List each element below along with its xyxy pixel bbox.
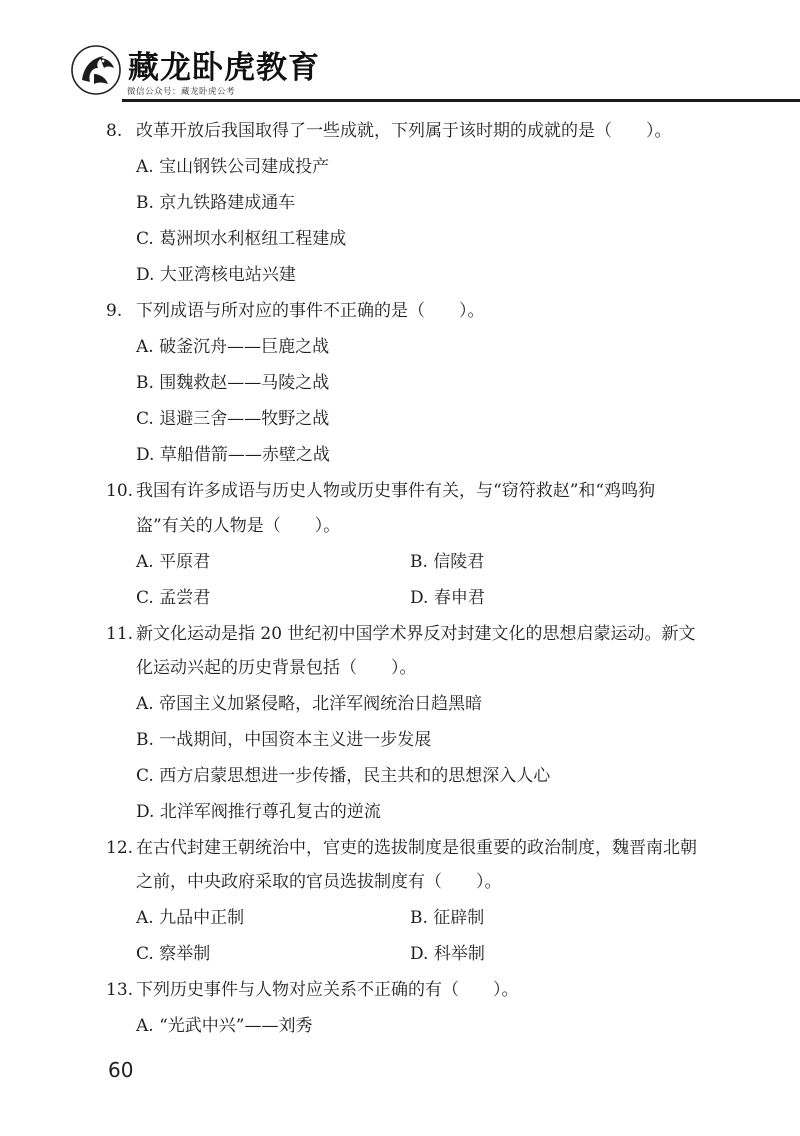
question-stem: 盗”有关的人物是（ ）。 (136, 516, 341, 536)
question-number: 9. (106, 301, 123, 321)
question-option: D. 草船借箭——赤壁之战 (136, 445, 330, 465)
brand-subtitle: 微信公众号：藏龙卧虎公考 (127, 87, 236, 97)
question-option: A. 九品中正制 (136, 908, 245, 928)
question-option: D. 科举制 (410, 944, 485, 964)
question-option: B. 一战期间，中国资本主义进一步发展 (136, 730, 432, 750)
question-option: C. 察举制 (136, 944, 211, 964)
question-option: A. 平原君 (136, 552, 211, 572)
question-option: D. 北洋军阀推行尊孔复古的逆流 (136, 802, 381, 822)
question-option: C. 西方启蒙思想进一步传播，民主共和的思想深入人心 (136, 766, 551, 786)
question-number: 13. (106, 980, 134, 1000)
question-option: C. 葛洲坝水利枢纽工程建成 (136, 229, 347, 249)
question-stem: 新文化运动是指 20 世纪初中国学术界反对封建文化的思想启蒙运动。新文 (136, 624, 696, 644)
page-header (0, 0, 800, 112)
dragon-logo-icon (70, 44, 122, 96)
question-option: A. “光武中兴”——刘秀 (136, 1016, 313, 1036)
question-option: D. 大亚湾核电站兴建 (136, 265, 296, 285)
question-stem: 化运动兴起的历史背景包括（ ）。 (136, 658, 417, 678)
question-stem: 下列成语与所对应的事件不正确的是（ ）。 (136, 301, 485, 321)
brand-title: 藏龙卧虎教育 (128, 50, 320, 86)
question-option: A. 破釜沉舟——巨鹿之战 (136, 337, 330, 357)
question-option: B. 围魏救赵——马陵之战 (136, 373, 330, 393)
question-option: C. 退避三舍——牧野之战 (136, 409, 330, 429)
logo-caption: 藏龙卧虎 (85, 87, 107, 93)
question-stem: 在古代封建王朝统治中，官吏的选拔制度是很重要的政治制度，魏晋南北朝 (136, 838, 697, 858)
question-number: 10. (106, 481, 134, 501)
page-number: 60 (108, 1058, 134, 1082)
question-stem: 之前，中央政府采取的官员选拔制度有（ ）。 (136, 872, 502, 892)
question-stem: 下列历史事件与人物对应关系不正确的有（ ）。 (136, 980, 519, 1000)
question-stem: 我国有许多成语与历史人物或历史事件有关，与“窃符救赵”和“鸡鸣狗 (136, 481, 656, 501)
question-option: B. 信陵君 (410, 552, 485, 572)
question-option: D. 春申君 (410, 588, 485, 608)
question-stem: 改革开放后我国取得了一些成就，下列属于该时期的成就的是（ ）。 (136, 121, 672, 141)
question-number: 11. (106, 624, 134, 644)
question-option: C. 孟尝君 (136, 588, 211, 608)
header-rule (122, 99, 800, 102)
question-number: 8. (106, 121, 123, 141)
question-number: 12. (106, 838, 134, 858)
question-option: B. 征辟制 (410, 908, 485, 928)
question-option: A. 宝山钢铁公司建成投产 (136, 157, 330, 177)
question-option: A. 帝国主义加紧侵略，北洋军阀统治日趋黑暗 (136, 694, 483, 714)
question-option: B. 京九铁路建成通车 (136, 193, 296, 213)
